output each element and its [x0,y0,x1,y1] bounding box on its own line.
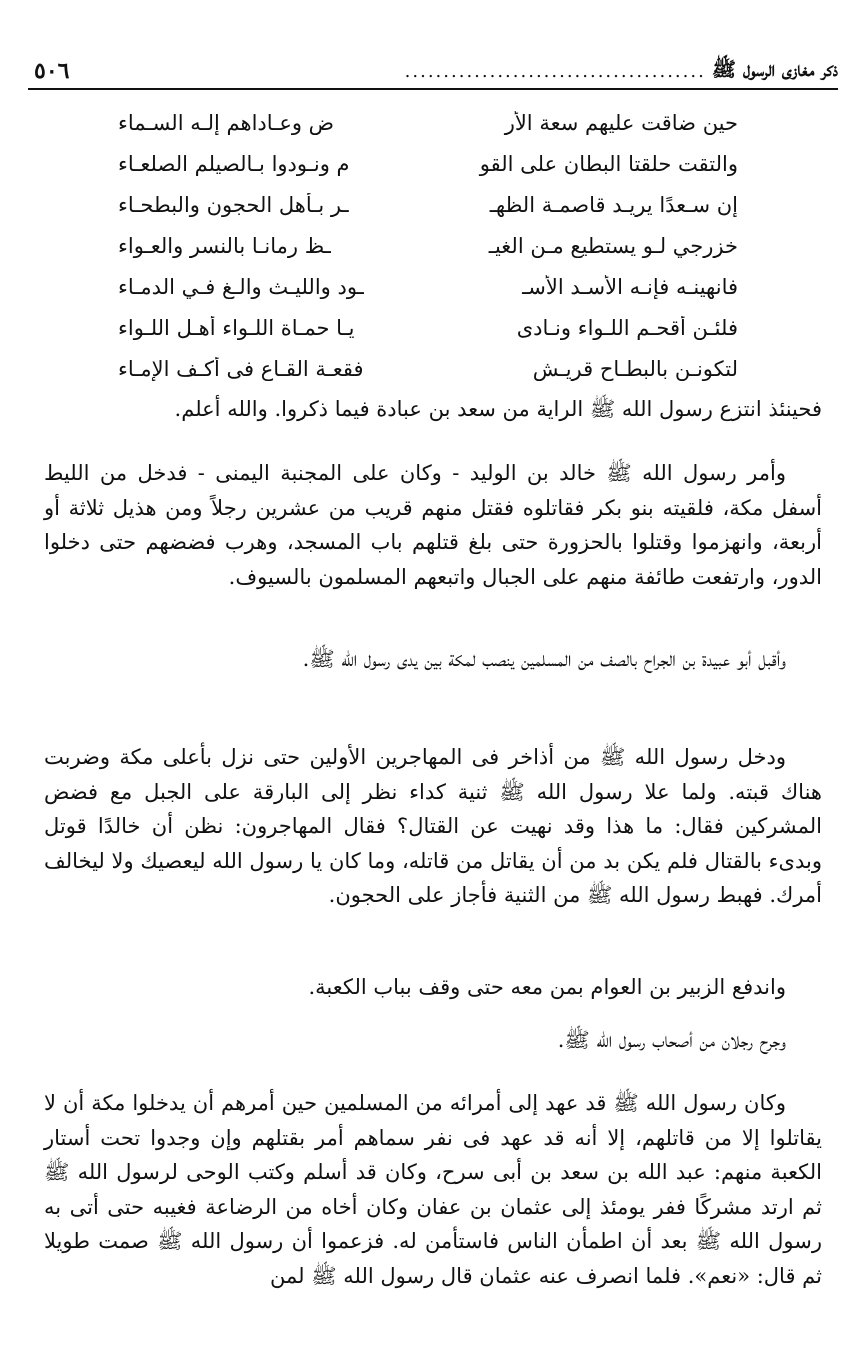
page-number: ٥٠٦ [34,58,70,84]
verse-first-hemistich: خزرجي لـو يستطيع مـن الغيـ [488,233,738,258]
verse-first-hemistich: حين ضاقت عليهم سعة الأر [504,110,738,135]
poem-block [118,102,738,389]
paragraph: ودخل رسول الله ﷺ من أذاخر فى المهاجرين الأولين حتى نزل بأعلى مكة وضربت هناك قبته. ولما علا رسول الله ﷺ ثنية كداء نظر إلى البارقة على الجبل مع فضض المشركين فقال: ما هذا وقد نهيت عن القتال؟ فقال المهاجرون: نظن أن خالدًا قوتل وبدىء بالقتال فلم يكن بد من أن يقاتل من قاتله، وما كان يا رسول الله ليعصيك ولا ليخالف أمرك. فهبط رسول الله ﷺ من الثنية فأجاز على الحجون. [44,745,822,907]
verse-second-hemistich: فقعـة القـاع فى أكـف الإمـاء [118,356,364,381]
leader-dots: ....................................... [404,60,706,82]
paragraph: وكان رسول الله ﷺ قد عهد إلى أمرائه من المسلمين حين أمرهم أن يدخلوا مكة أن لا يقاتلوا إلا من قاتلهم، إلا أنه قد عهد فى نفر سماهم أمر بقتلهم وإن وجدوا تحت أستار الكعبة منهم: عبد الله بن سعد بن أبى سرح، وكان قد أسلم وكتب الوحى لرسول الله ﷺ ثم ارتد مشركًا ففر يومئذ إلى عثمان بن عفان وكان أخاه من الرضاعة فغيبه حتى أتى به رسول الله ﷺ بعد أن اطمأن الناس فاستأمن له. فزعموا أن رسول الله ﷺ صمت طويلا ثم قال: «نعم». فلما انصرف عنه عثمان قال رسول الله ﷺ لمن [44,1091,822,1288]
verse-line [118,307,738,348]
verse-second-hemistich: يـا حمـاة اللـواء أهـل اللـواء [118,315,355,340]
verse-second-hemistich: ض وعـاداهم إلـه السـماء [118,110,335,135]
verse-first-hemistich: والتقت حلقتا البطان على القو [479,151,738,176]
paragraph: واندفع الزبير بن العوام بمن معه حتى وقف بباب الكعبة. [308,975,786,999]
verse-line [118,225,738,266]
verse-first-hemistich: لتكونـن بالبطـاح قريـش [532,356,738,381]
running-title: ذكر مغازى الرسول ﷺ [711,56,838,81]
paragraph: وأمر رسول الله ﷺ خالد بن الوليد - وكان على المجنبة اليمنى - فدخل من الليط أسفل مكة، فلقيته بنو بكر فقاتلوه فقتل منهم قريب من عشرين رجلاً ومن هذيل ثلاثة أو أربعة، وانهزموا وقتلوا بالحزورة حتى بلغ قتلهم باب المسجد، وهرب فضضهم حتى دخلوا الدور، وارتفعت طائفة منهم على الجبال واتبعهم المسلمون بالسيوف. [44,461,822,589]
verse-first-hemistich: فانهينـه فإنـه الأسـد الأسـ [522,274,738,299]
verse-second-hemistich: ـظ رمانـا بالنسر والعـواء [118,233,331,258]
verse-line [118,266,738,307]
verse-line [118,102,738,143]
verse-line [118,143,738,184]
running-header [28,54,838,90]
verse-second-hemistich: ـر بـأهل الحجون والبطحـاء [118,192,349,217]
verse-line [118,348,738,389]
paragraph: وأقبل أبو عبيدة بن الجراح بالصف من المسلمين ينصب لمكة بين يدى رسول الله ﷺ. [302,647,786,671]
verse-first-hemistich: إن سـعدًا يريـد قاصمـة الظهـ [489,192,738,217]
verse-line [118,184,738,225]
verse-first-hemistich: فلئـن أقحـم اللـواء ونـادى [516,315,738,340]
verse-second-hemistich: م ونـودوا بـالصيلم الصلعـاء [118,151,350,176]
verse-second-hemistich: ـود والليـث والـغ فـي الدمـاء [118,274,364,299]
paragraph: وجرح رجلان من أصحاب رسول الله ﷺ. [557,1028,786,1052]
paragraph: فحينئذ انتزع رسول الله ﷺ الراية من سعد بن عبادة فيما ذكروا. والله أعلم. [174,397,822,421]
